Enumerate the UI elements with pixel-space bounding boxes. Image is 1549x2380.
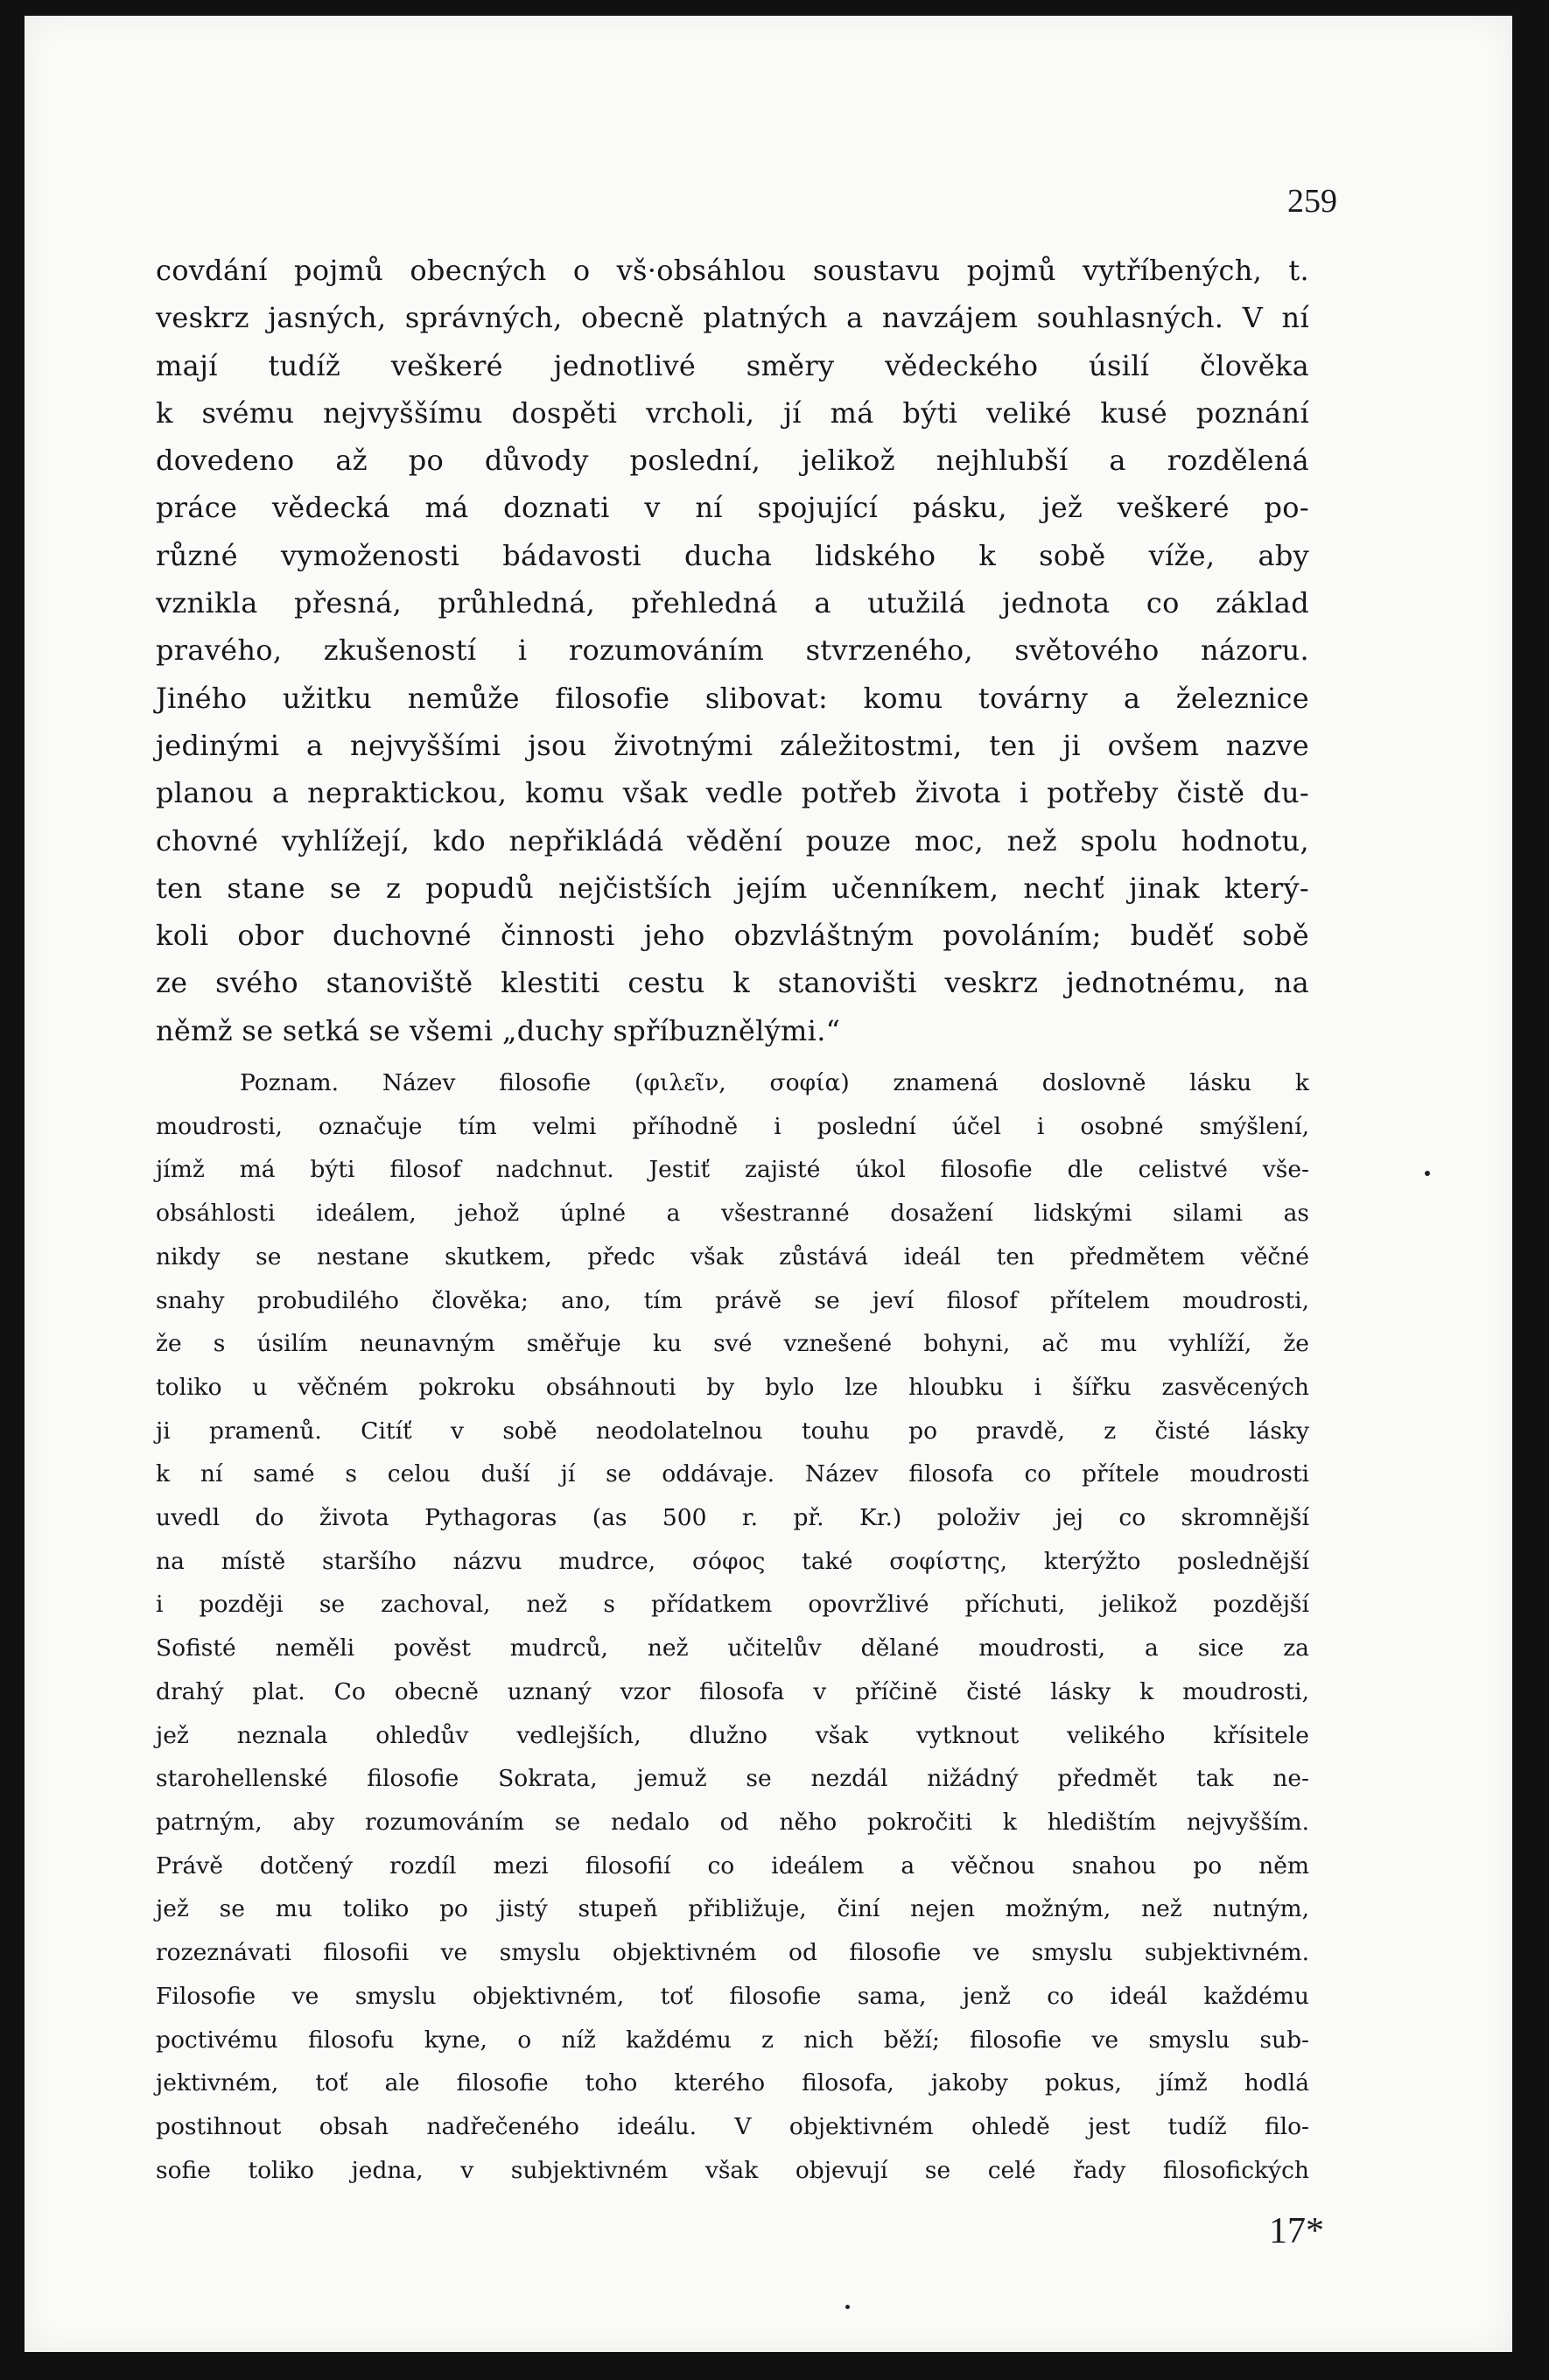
note-line: na místě staršího názvu mudrce, σόφος také σοφίστης, kterýžto poslednější <box>156 1547 1309 1575</box>
main-paragraph <box>156 247 1309 1054</box>
note-line: patrným, aby rozumováním se nedalo od něho pokročiti k hledištím nejvyšším. <box>156 1809 1309 1836</box>
text-line: Jiného užitku nemůže filosofie slibovat: komu továrny a železnice <box>156 681 1309 715</box>
text-line: k svému nejvyššímu dospěti vrcholi, jí má býti veliké kusé poznání <box>156 396 1309 430</box>
text-body <box>156 247 1309 2192</box>
note-line: že s úsilím neunavným směřuje ku své vznešené bohyni, ač mu vyhlíží, že <box>156 1330 1309 1358</box>
note-line: uvedl do života Pythagoras (as 500 r. př. Kr.) položiv jej co skromnější <box>156 1504 1309 1532</box>
text-line: planou a nepraktickou, komu však vedle potřeb života i potřeby čistě du- <box>156 776 1309 810</box>
note-line: nikdy se nestane skutkem, předc však zůstává ideál ten předmětem věčné <box>156 1242 1309 1270</box>
page-number: 259 <box>1287 183 1337 220</box>
note-line: ji pramenů. Citíť v sobě neodolatelnou touhu po pravdě, z čisté lásky <box>156 1417 1309 1445</box>
note-line: sofie toliko jedna, v subjektivném však objevují se celé řady filosofických <box>156 2156 1309 2184</box>
note-line: jímž má býti filosof nadchnut. Jestiť zajisté úkol filosofie dle celistvé vše- <box>156 1156 1309 1184</box>
note-line: jektivném, toť ale filosofie toho kterého filosofa, jakoby pokus, jímž hodlá <box>156 2069 1309 2097</box>
text-line: mají tudíž veškeré jednotlivé směry vědeckého úsilí člověka <box>156 348 1309 382</box>
note-line: postihnout obsah nadřečeného ideálu. V objektivném ohledě jest tudíž filo- <box>156 2112 1309 2140</box>
text-line: dovedeno až po důvody poslední, jelikož nejhlubší a rozdělená <box>156 444 1309 478</box>
text-line: němž se setká se všemi „duchy spříbuznělými.“ <box>156 1013 841 1047</box>
text-line: koli obor duchovné činnosti jeho obzvláštným povoláním; buděť sobě <box>156 919 1309 953</box>
text-line: práce vědecká má doznati v ní spojující pásku, jež veškeré po- <box>156 491 1309 525</box>
note-line: drahý plat. Co obecně uznaný vzor filosofa v příčině čisté lásky k moudrosti, <box>156 1677 1309 1705</box>
note-line: starohellenské filosofie Sokrata, jemuž se nezdál nižádný předmět tak ne- <box>156 1765 1309 1793</box>
note-line: i později se zachoval, než s přídatkem opovržlivé příchuti, jelikož pozdější <box>156 1591 1309 1619</box>
text-line: covdání pojmů obecných o vš·obsáhlou soustavu pojmů vytříbených, t. <box>156 254 1309 287</box>
note-line: k ní samé s celou duší jí se oddávaje. Název filosofa co přítele moudrosti <box>156 1460 1309 1488</box>
note-line: jež neznala ohledův vedlejších, dlužno však vytknout velikého křísitele <box>156 1721 1309 1749</box>
text-line: chovné vyhlížejí, kdo nepřikládá vědění pouze moc, než spolu hodnotu, <box>156 823 1309 858</box>
note-paragraph <box>156 1061 1309 2192</box>
text-line: jedinými a nejvyššími jsou životnými záležitostmi, ten ji ovšem nazve <box>156 728 1309 762</box>
note-line: rozeznávati filosofii ve smyslu objektivném od filosofie ve smyslu subjektivném. <box>156 1939 1309 1967</box>
note-line: toliko u věčném pokroku obsáhnouti by bylo lze hloubku i šířku zasvěcených <box>156 1373 1309 1401</box>
text-line: ten stane se z popudů nejčistších jejím učenníkem, nechť jinak který- <box>156 871 1309 905</box>
text-line: vznikla přesná, průhledná, přehledná a utužilá jednota co základ <box>156 586 1309 620</box>
note-line: Právě dotčený rozdíl mezi filosofií co ideálem a věčnou snahou po něm <box>156 1852 1309 1880</box>
note-line: moudrosti, označuje tím velmi příhodně i poslední účel i osobné smýšlení, <box>156 1112 1309 1140</box>
note-line: jež se mu toliko po jistý stupeň přibližuje, činí nejen možným, než nutným, <box>156 1895 1309 1923</box>
text-line: pravého, zkušeností i rozumováním stvrzeného, světového názoru. <box>156 634 1309 668</box>
text-line: různé vymoženosti bádavosti ducha lidského k sobě víže, aby <box>156 538 1309 572</box>
signature-mark: 17* <box>1269 2211 1324 2251</box>
note-line: poctivému filosofu kyne, o níž každému z nich běží; filosofie ve smyslu sub- <box>156 2026 1309 2054</box>
note-line: obsáhlosti ideálem, jehož úplné a všestranné dosažení lidskými silami as <box>156 1200 1309 1228</box>
note-line: Sofisté neměli pověst mudrců, než učitelův dělané moudrosti, a sice za <box>156 1634 1309 1662</box>
note-line: snahy probudilého člověka; ano, tím právě se jeví filosof přítelem moudrosti, <box>156 1286 1309 1314</box>
note-line: Poznam. Název filosofie (φιλεῖν, σοφία) znamená doslovně lásku k <box>240 1069 1309 1097</box>
text-line: ze svého stanoviště klestiti cestu k stanovišti veskrz jednotnému, na <box>156 966 1309 1000</box>
scan-speck <box>845 2305 850 2309</box>
scan-speck <box>1425 1171 1430 1176</box>
text-line: veskrz jasných, správných, obecně platných a navzájem souhlasných. V ní <box>156 301 1309 335</box>
note-line: Filosofie ve smyslu objektivném, toť filosofie sama, jenž co ideál každému <box>156 1982 1309 2010</box>
